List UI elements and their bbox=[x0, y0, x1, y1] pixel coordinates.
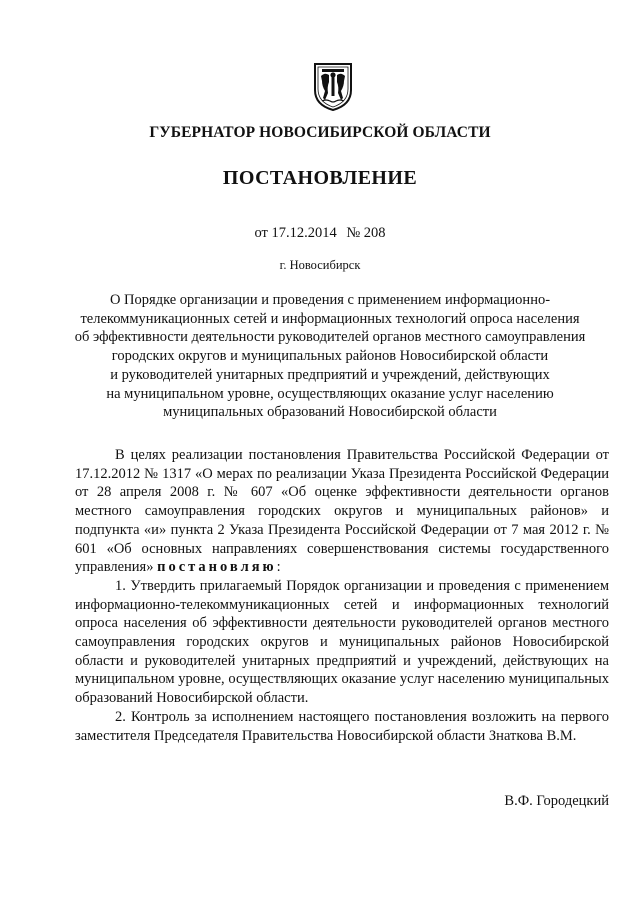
subject-line: городских округов и муниципальных районов Новосибирской области bbox=[111, 348, 549, 365]
subject-line: О Порядке организации и проведения с применением информационно- bbox=[109, 292, 551, 308]
subject-line: и руководителей унитарных предприятий и учреждений, действующих bbox=[110, 366, 550, 383]
document-body bbox=[75, 446, 609, 745]
document-number: № 208 bbox=[346, 225, 386, 241]
city-of-issue: г. Новосибирск bbox=[279, 258, 361, 272]
issuing-authority: ГУБЕРНАТОР НОВОСИБИРСКОЙ ОБЛАСТИ bbox=[149, 124, 491, 141]
signatory-name: В.Ф. Городецкий bbox=[504, 793, 609, 809]
preamble-text: В целях реализации постановления Правительства Российской Федерации от 17.12.2012 № 1317 «О мерах по реализации Указа Президента Российской Федерации от 28 апреля 2008 г. № 607 «Об оценке эффективности деятельности органов местного самоуправления городских округов и муниципальных районов» и подпункта «и» пункта 2 Указа Президента Российской Федерации от 7 мая 2012 г. № 601 «Об основных направлениях совершенствования системы государственного управления» bbox=[75, 447, 609, 576]
subject-line: телекоммуникационных сетей и информационных технологий опроса населения bbox=[80, 310, 580, 327]
coat-of-arms-icon bbox=[312, 60, 354, 112]
subject-line: на муниципальном уровне, осуществляющих оказание услуг населению bbox=[106, 385, 554, 402]
decree-word: постановляю bbox=[157, 559, 277, 576]
date-number-line bbox=[0, 225, 640, 242]
subject-line: муниципальных образований Новосибирской области bbox=[163, 404, 497, 421]
document-subject bbox=[70, 291, 590, 422]
date-prefix: от bbox=[254, 225, 268, 241]
document-type-title: ПОСТАНОВЛЕНИЕ bbox=[222, 167, 418, 189]
item-2-paragraph: 2. Контроль за исполнением настоящего постановления возложить на первого заместителя Председателя Правительства Новосибирской области Знаткова В.М. bbox=[75, 708, 609, 744]
subject-line: об эффективности деятельности руководителей органов местного самоуправления bbox=[74, 329, 586, 346]
item-1-paragraph: 1. Утвердить прилагаемый Порядок организации и проведения с применением информационно-телекоммуникационных сетей и информационных технологий опроса населения об эффективности деятельности руководителей органов местного самоуправления городских округов и муниципальных районов Новосибирской области и руководителей унитарных предприятий и учреждений, действующих на муниципальном уровне, осуществляющих оказание услуг населению муниципальных образований Новосибирской области. bbox=[75, 577, 609, 707]
document-date: 17.12.2014 bbox=[271, 225, 337, 241]
decree-colon: : bbox=[276, 559, 281, 576]
preamble-paragraph bbox=[75, 446, 609, 577]
